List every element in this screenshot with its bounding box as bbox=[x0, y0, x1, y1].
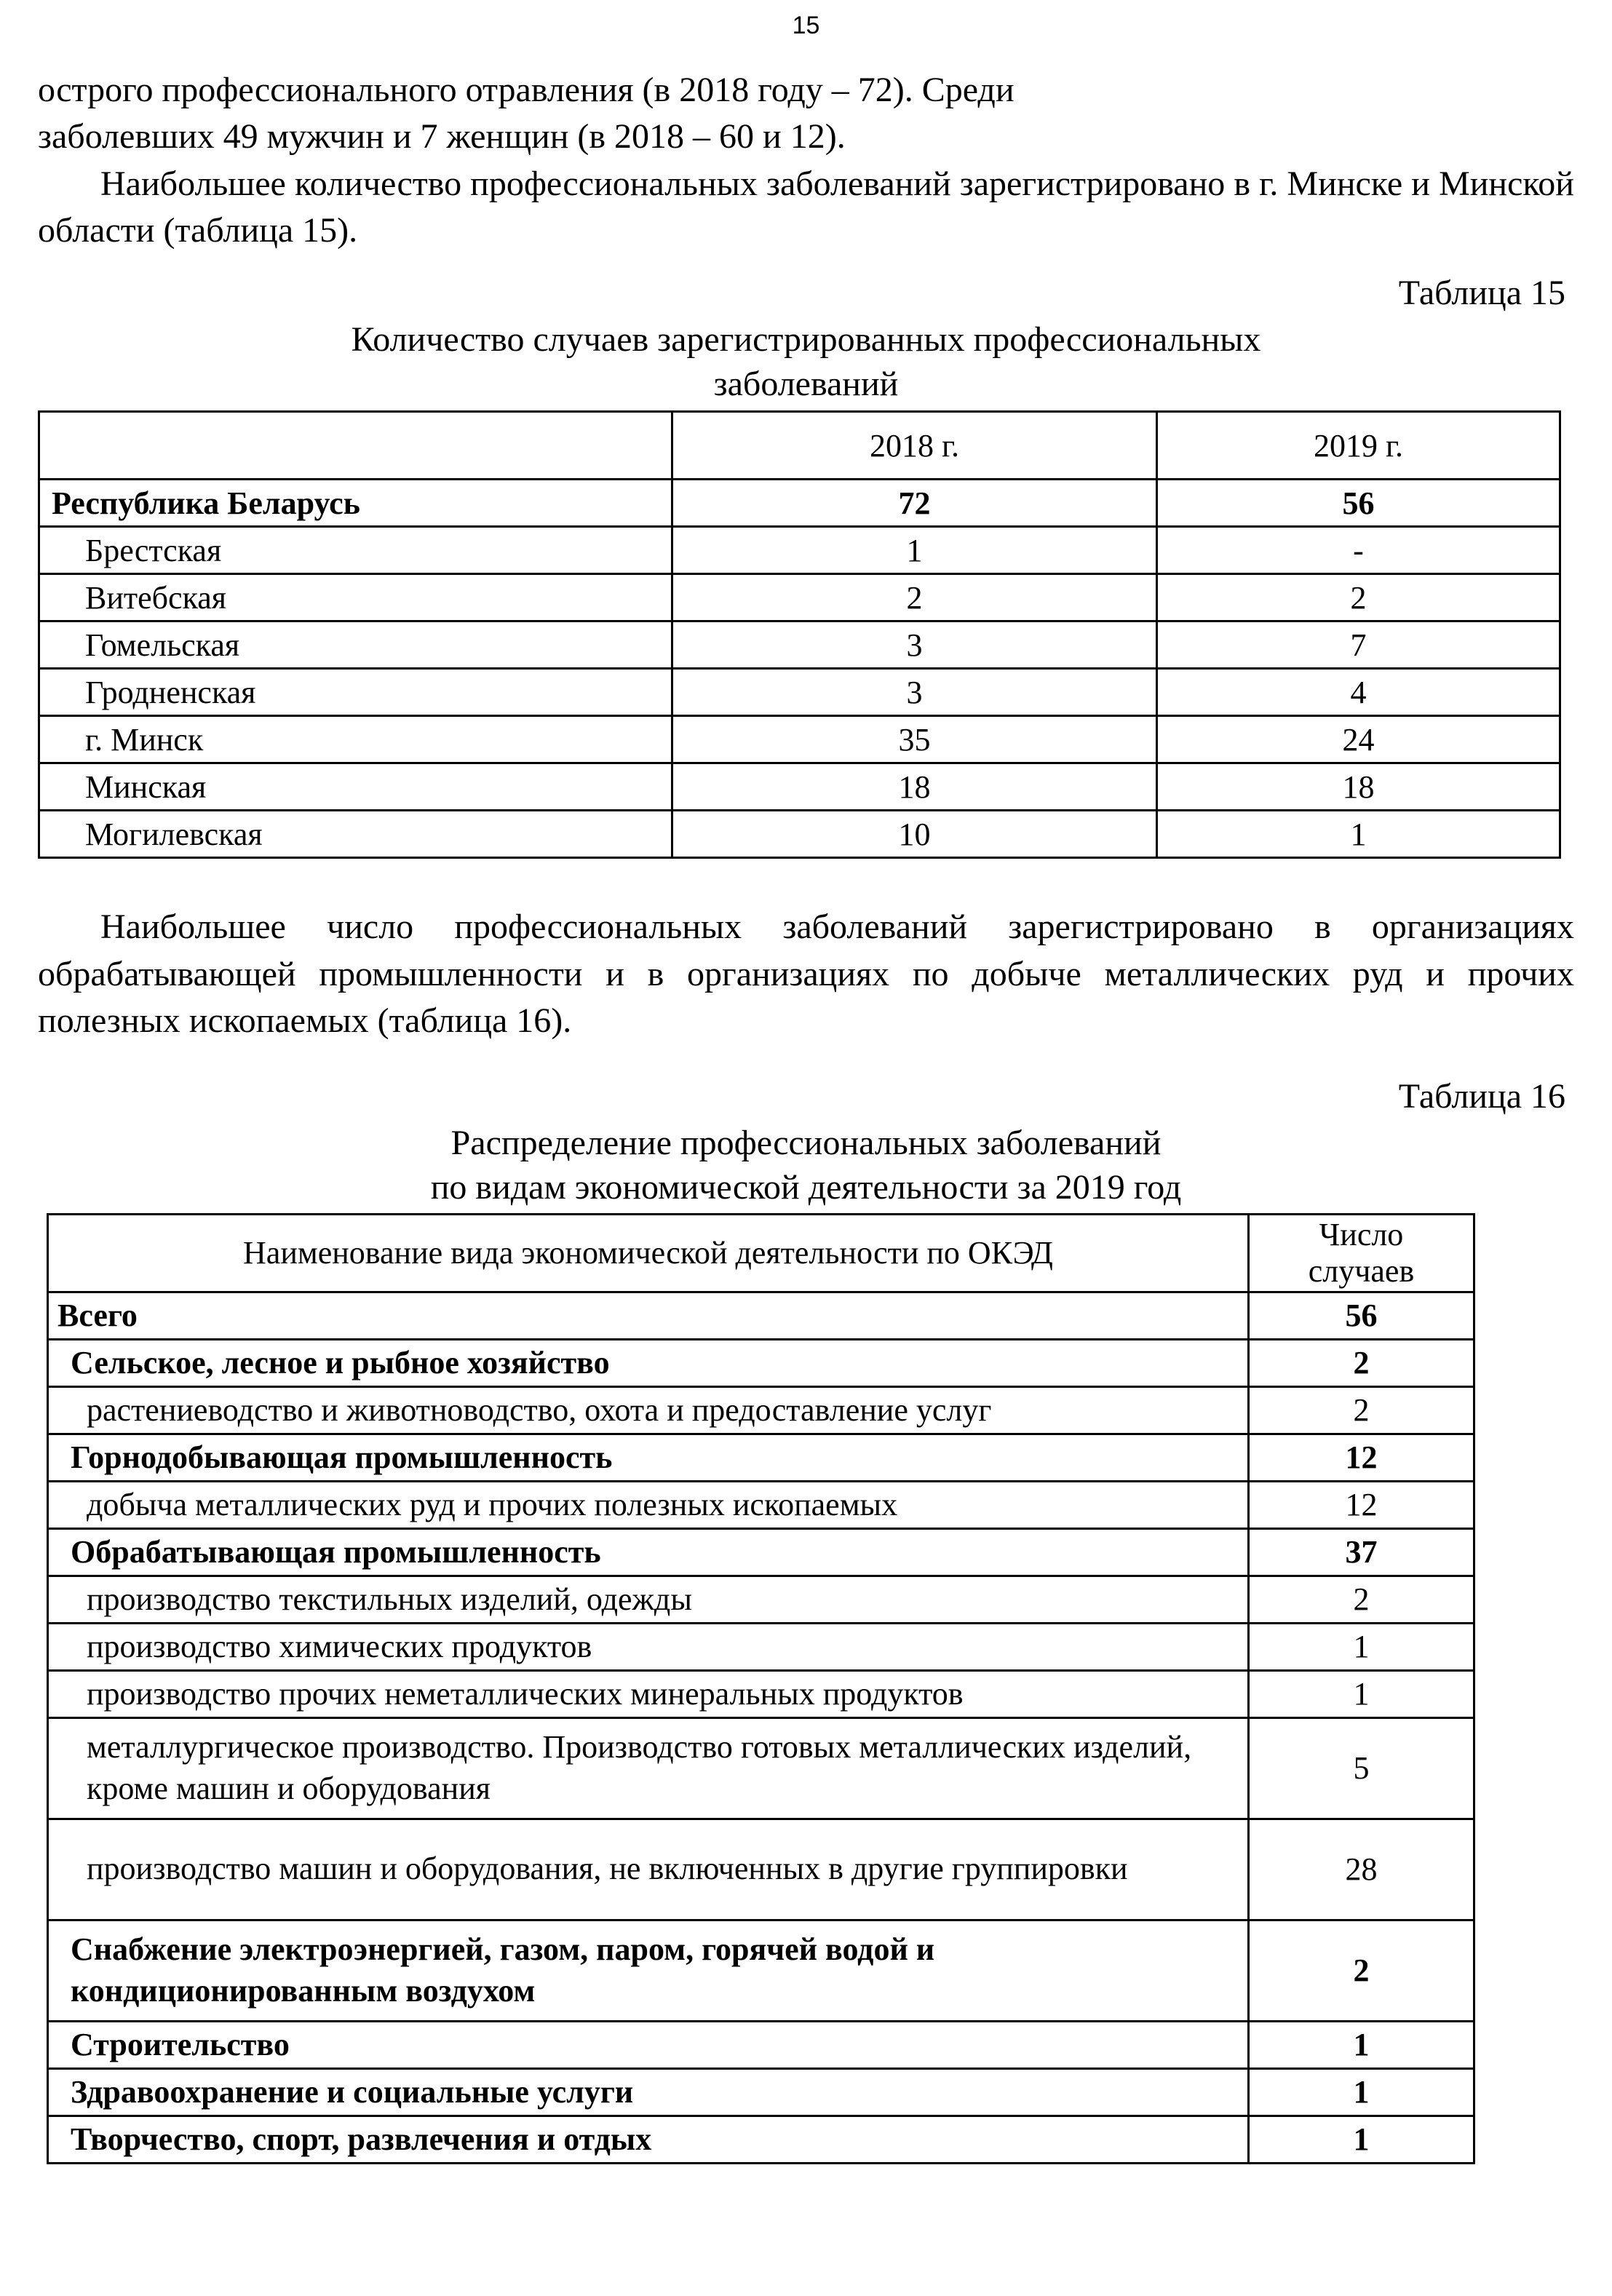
table16-cell-count: 37 bbox=[1249, 1528, 1474, 1576]
table-row bbox=[39, 621, 1560, 669]
table16-cell-activity: Снабжение электроэнергией, газом, паром, горячей водой и кондиционированным воздухом bbox=[48, 1920, 1249, 2021]
table15-cell-region: Республика Беларусь bbox=[39, 480, 672, 527]
table16-cell-count: 1 bbox=[1249, 2021, 1474, 2068]
table16-cell-count: 12 bbox=[1249, 1434, 1474, 1481]
table15-cell-2019: 7 bbox=[1157, 621, 1560, 669]
table-row bbox=[48, 2116, 1474, 2163]
paragraph-table16-intro: Наибольшее число профессиональных заболеваний зарегистрировано в организациях обрабатывающей промышленности и в организациях по добыче металлических руд и прочих полезных ископаемых (таблица 16). bbox=[38, 907, 1574, 1041]
table16-cell-activity: производство химических продуктов bbox=[48, 1623, 1249, 1670]
table16-header-row bbox=[48, 1214, 1474, 1292]
table15-cell-2019: 56 bbox=[1157, 480, 1560, 527]
table16-cell-count: 1 bbox=[1249, 2068, 1474, 2116]
table-row bbox=[48, 1339, 1474, 1386]
table-row bbox=[39, 669, 1560, 716]
table-row bbox=[48, 1528, 1474, 1576]
table-row bbox=[48, 2068, 1474, 2116]
table15-header-region bbox=[39, 412, 672, 480]
table15-title-line1: Количество случаев зарегистрированных профессиональных bbox=[351, 319, 1261, 359]
table15-cell-region: Гомельская bbox=[39, 621, 672, 669]
table-row bbox=[48, 1434, 1474, 1481]
table-row bbox=[48, 1481, 1474, 1528]
table16-cell-activity: Здравоохранение и социальные услуги bbox=[48, 2068, 1249, 2116]
table16-header-count-line1: Число bbox=[1319, 1217, 1404, 1253]
table16-cell-activity: Обрабатывающая промышленность bbox=[48, 1528, 1249, 1576]
table15-title-line2: заболеваний bbox=[713, 365, 899, 403]
table15-cell-region: Витебская bbox=[39, 574, 672, 621]
table-row bbox=[48, 1292, 1474, 1339]
table16-cell-activity: Сельское, лесное и рыбное хозяйство bbox=[48, 1339, 1249, 1386]
table15-cell-2018: 1 bbox=[672, 527, 1157, 574]
table16-cell-activity: Творчество, спорт, развлечения и отдых bbox=[48, 2116, 1249, 2163]
table16-cell-count: 2 bbox=[1249, 1920, 1474, 2021]
table16-cell-count: 2 bbox=[1249, 1339, 1474, 1386]
paragraph-table15-intro: Наибольшее количество профессиональных заболеваний зарегистрировано в г. Минске и Минской области (таблица 15). bbox=[38, 164, 1574, 250]
table16-cell-count: 28 bbox=[1249, 1819, 1474, 1920]
table15-cell-2019: 1 bbox=[1157, 811, 1560, 858]
table16-cell-activity: металлургическое производство. Производство готовых металлических изделий, кроме машин и оборудования bbox=[48, 1717, 1249, 1819]
table16-cell-activity: растениеводство и животноводство, охота и предоставление услуг bbox=[48, 1386, 1249, 1434]
table-row bbox=[48, 1386, 1474, 1434]
table15-cell-2018: 72 bbox=[672, 480, 1157, 527]
spacer bbox=[38, 254, 1574, 270]
table16-cell-count: 2 bbox=[1249, 1386, 1474, 1434]
paragraph-continuation-line1: острого профессионального отравления (в 2018 году – 72). Среди bbox=[38, 71, 1015, 109]
table-row bbox=[48, 1920, 1474, 2021]
table-registered-cases-by-region bbox=[38, 410, 1561, 859]
spacer bbox=[38, 859, 1574, 904]
table-row bbox=[39, 480, 1560, 527]
table15-number-label: Таблица 15 bbox=[1398, 274, 1565, 313]
table16-header-count bbox=[1249, 1214, 1474, 1292]
table16-cell-activity: Всего bbox=[48, 1292, 1249, 1339]
table16-cell-activity: Горнодобывающая промышленность bbox=[48, 1434, 1249, 1481]
table15-cell-2019: 24 bbox=[1157, 716, 1560, 763]
table16-cell-count: 1 bbox=[1249, 1623, 1474, 1670]
table16-cell-activity: добыча металлических руд и прочих полезных ископаемых bbox=[48, 1481, 1249, 1528]
table15-cell-2019: 2 bbox=[1157, 574, 1560, 621]
spacer bbox=[38, 1044, 1574, 1073]
page-number: 15 bbox=[792, 12, 820, 39]
table15-cell-2019: - bbox=[1157, 527, 1560, 574]
paragraph-continuation-line2: заболевших 49 мужчин и 7 женщин (в 2018 – 60 и 12). bbox=[38, 117, 846, 156]
table-row bbox=[48, 1670, 1474, 1717]
table16-cell-count: 5 bbox=[1249, 1717, 1474, 1819]
table16-cell-activity: производство машин и оборудования, не включенных в другие группировки bbox=[48, 1819, 1249, 1920]
table-row bbox=[39, 527, 1560, 574]
table-row bbox=[48, 1819, 1474, 1920]
table-row bbox=[48, 1623, 1474, 1670]
table-row bbox=[39, 811, 1560, 858]
table16-cell-count: 1 bbox=[1249, 1670, 1474, 1717]
table-row bbox=[39, 763, 1560, 811]
table16-header-count-line2: случаев bbox=[1308, 1252, 1415, 1289]
table-row bbox=[39, 716, 1560, 763]
table15-cell-2018: 35 bbox=[672, 716, 1157, 763]
table-diseases-by-economic-activity bbox=[47, 1213, 1475, 2164]
table16-cell-activity: производство текстильных изделий, одежды bbox=[48, 1576, 1249, 1623]
table16-cell-activity: Строительство bbox=[48, 2021, 1249, 2068]
table15-header-2018: 2018 г. bbox=[672, 412, 1157, 480]
table15-cell-2018: 10 bbox=[672, 811, 1157, 858]
table16-cell-count: 2 bbox=[1249, 1576, 1474, 1623]
table16-header-activity: Наименование вида экономической деятельности по ОКЭД bbox=[48, 1214, 1249, 1292]
table15-cell-2018: 18 bbox=[672, 763, 1157, 811]
table-row bbox=[48, 1576, 1474, 1623]
table16-cell-count: 12 bbox=[1249, 1481, 1474, 1528]
table15-cell-2019: 4 bbox=[1157, 669, 1560, 716]
table16-cell-activity: производство прочих неметаллических минеральных продуктов bbox=[48, 1670, 1249, 1717]
table15-cell-2019: 18 bbox=[1157, 763, 1560, 811]
table15-cell-region: Гродненская bbox=[39, 669, 672, 716]
table16-cell-count: 1 bbox=[1249, 2116, 1474, 2163]
table-row bbox=[48, 2021, 1474, 2068]
table16-number-label: Таблица 16 bbox=[1398, 1077, 1565, 1116]
table15-cell-2018: 3 bbox=[672, 621, 1157, 669]
table15-cell-region: Минская bbox=[39, 763, 672, 811]
table-row bbox=[39, 574, 1560, 621]
table16-cell-count: 56 bbox=[1249, 1292, 1474, 1339]
table15-cell-region: г. Минск bbox=[39, 716, 672, 763]
table16-title-line2: по видам экономической деятельности за 2019 год bbox=[430, 1168, 1182, 1207]
table15-header-row bbox=[39, 412, 1560, 480]
table-row bbox=[48, 1717, 1474, 1819]
table15-cell-2018: 2 bbox=[672, 574, 1157, 621]
table15-cell-2018: 3 bbox=[672, 669, 1157, 716]
table15-header-2019: 2019 г. bbox=[1157, 412, 1560, 480]
table15-cell-region: Могилевская bbox=[39, 811, 672, 858]
table15-cell-region: Брестская bbox=[39, 527, 672, 574]
table16-title-line1: Распределение профессиональных заболеваний bbox=[450, 1123, 1162, 1162]
